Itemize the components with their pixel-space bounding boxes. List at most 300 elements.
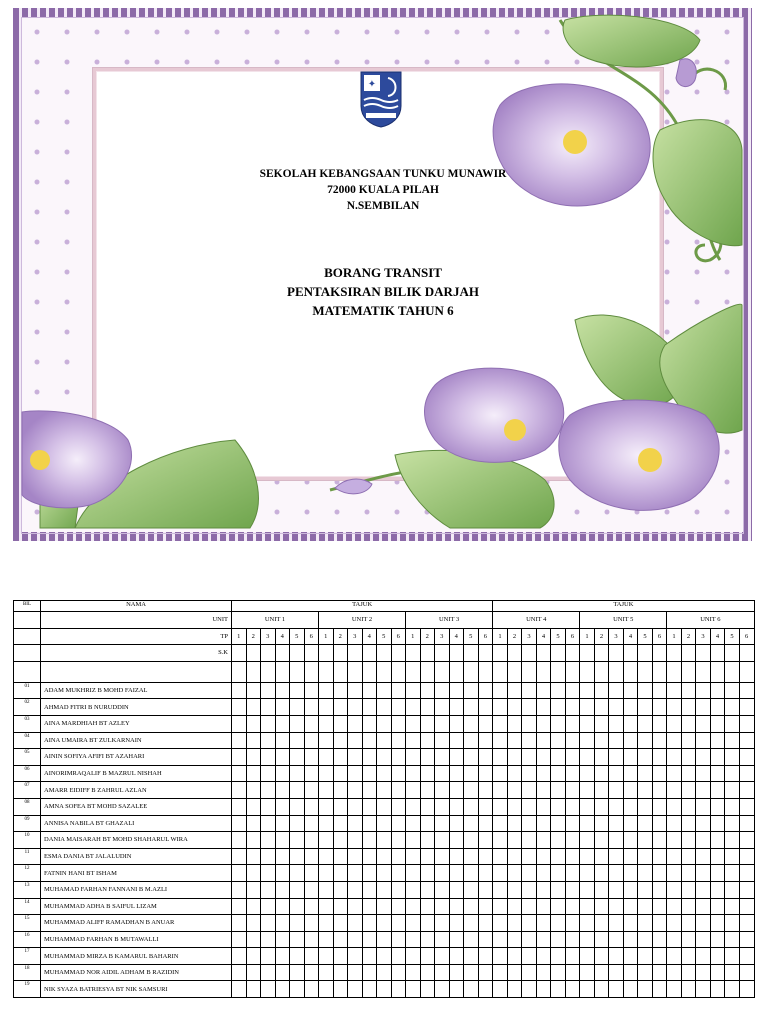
score-cell — [377, 964, 392, 981]
score-cell — [493, 931, 508, 948]
score-cell — [319, 682, 334, 699]
score-cell — [551, 798, 566, 815]
score-cell — [406, 981, 421, 998]
nama-header: NAMA — [41, 601, 232, 612]
score-cell — [406, 964, 421, 981]
score-cell — [406, 915, 421, 932]
score-cell — [493, 765, 508, 782]
score-cell — [638, 898, 653, 915]
score-cell — [623, 682, 638, 699]
score-cell — [290, 682, 305, 699]
score-cell — [348, 699, 363, 716]
score-cell — [551, 749, 566, 766]
score-cell — [696, 981, 711, 998]
score-cell — [246, 749, 261, 766]
score-cell — [522, 915, 537, 932]
score-cell — [725, 645, 740, 662]
score-cell — [464, 798, 479, 815]
score-cell — [551, 661, 566, 682]
score-cell — [681, 798, 696, 815]
score-cell — [435, 948, 450, 965]
score-cell — [493, 915, 508, 932]
score-cell — [333, 661, 348, 682]
score-cell — [565, 682, 580, 699]
score-cell — [304, 765, 319, 782]
score-cell — [435, 645, 450, 662]
score-cell — [565, 749, 580, 766]
tp-level: 3 — [261, 628, 276, 645]
score-cell — [420, 682, 435, 699]
tp-level: 5 — [290, 628, 305, 645]
student-name: AINORIMRAQALIF B MAZRUL NISHAH — [41, 765, 232, 782]
spacer-row — [14, 661, 755, 682]
score-cell — [420, 765, 435, 782]
score-cell — [290, 915, 305, 932]
score-cell — [275, 798, 290, 815]
score-cell — [623, 931, 638, 948]
score-cell — [304, 981, 319, 998]
score-cell — [522, 749, 537, 766]
score-cell — [275, 964, 290, 981]
score-cell — [638, 964, 653, 981]
score-cell — [696, 661, 711, 682]
score-cell — [681, 815, 696, 832]
score-cell — [406, 682, 421, 699]
score-cell — [739, 915, 754, 932]
score-cell — [609, 732, 624, 749]
header-row-unit — [14, 612, 755, 629]
score-cell — [696, 715, 711, 732]
score-cell — [464, 715, 479, 732]
score-cell — [449, 898, 464, 915]
school-postcode-city: 72000 KUALA PILAH — [327, 184, 439, 196]
score-cell — [739, 782, 754, 799]
tp-level: 5 — [725, 628, 740, 645]
score-cell — [478, 765, 493, 782]
score-cell — [261, 964, 276, 981]
score-cell — [391, 732, 406, 749]
score-cell — [304, 815, 319, 832]
score-cell — [696, 881, 711, 898]
score-cell — [652, 782, 667, 799]
score-cell — [449, 732, 464, 749]
score-cell — [290, 815, 305, 832]
tp-level: 2 — [594, 628, 609, 645]
score-cell — [739, 815, 754, 832]
school-crest-icon — [358, 70, 404, 128]
score-cell — [667, 732, 682, 749]
score-cell — [391, 931, 406, 948]
student-number: 10 — [14, 832, 41, 849]
score-cell — [290, 798, 305, 815]
score-cell — [420, 848, 435, 865]
score-cell — [609, 815, 624, 832]
score-cell — [739, 931, 754, 948]
student-number: 09 — [14, 815, 41, 832]
score-cell — [681, 782, 696, 799]
score-cell — [522, 964, 537, 981]
score-cell — [696, 682, 711, 699]
score-cell — [652, 749, 667, 766]
score-cell — [304, 931, 319, 948]
score-cell — [377, 931, 392, 948]
score-cell — [551, 915, 566, 932]
score-cell — [667, 915, 682, 932]
score-cell — [594, 699, 609, 716]
score-cell — [464, 931, 479, 948]
score-cell — [420, 782, 435, 799]
score-cell — [246, 832, 261, 849]
score-cell — [261, 898, 276, 915]
score-cell — [478, 898, 493, 915]
score-cell — [681, 732, 696, 749]
tp-level: 2 — [681, 628, 696, 645]
score-cell — [464, 782, 479, 799]
score-cell — [652, 798, 667, 815]
score-cell — [739, 765, 754, 782]
tp-level: 6 — [478, 628, 493, 645]
student-row — [14, 749, 755, 766]
score-cell — [435, 682, 450, 699]
score-cell — [536, 661, 551, 682]
score-cell — [507, 948, 522, 965]
score-cell — [275, 848, 290, 865]
score-cell — [667, 931, 682, 948]
score-cell — [652, 848, 667, 865]
score-cell — [319, 964, 334, 981]
score-cell — [333, 981, 348, 998]
score-cell — [507, 931, 522, 948]
score-cell — [232, 715, 247, 732]
score-cell — [638, 798, 653, 815]
score-cell — [319, 865, 334, 882]
score-cell — [246, 815, 261, 832]
score-cell — [420, 981, 435, 998]
unit-header: UNIT 1 — [232, 612, 319, 629]
score-cell — [333, 848, 348, 865]
score-cell — [348, 715, 363, 732]
student-number: 12 — [14, 865, 41, 882]
score-cell — [449, 881, 464, 898]
score-cell — [652, 815, 667, 832]
score-cell — [391, 964, 406, 981]
score-cell — [696, 699, 711, 716]
score-cell — [667, 981, 682, 998]
score-cell — [435, 898, 450, 915]
score-cell — [319, 832, 334, 849]
score-cell — [449, 645, 464, 662]
score-cell — [710, 948, 725, 965]
score-cell — [580, 815, 595, 832]
score-cell — [652, 682, 667, 699]
score-cell — [667, 682, 682, 699]
tp-level: 1 — [667, 628, 682, 645]
header-row-tp — [14, 628, 755, 645]
tp-level: 4 — [536, 628, 551, 645]
score-cell — [623, 661, 638, 682]
score-cell — [667, 798, 682, 815]
score-cell — [565, 798, 580, 815]
score-cell — [406, 865, 421, 882]
tp-level: 5 — [377, 628, 392, 645]
score-cell — [522, 661, 537, 682]
score-cell — [333, 964, 348, 981]
score-cell — [304, 948, 319, 965]
score-cell — [406, 815, 421, 832]
score-cell — [580, 981, 595, 998]
score-cell — [333, 782, 348, 799]
score-cell — [319, 699, 334, 716]
score-cell — [435, 981, 450, 998]
score-cell — [594, 948, 609, 965]
score-cell — [406, 699, 421, 716]
score-cell — [449, 749, 464, 766]
score-cell — [551, 645, 566, 662]
score-cell — [261, 715, 276, 732]
score-cell — [710, 881, 725, 898]
score-cell — [232, 981, 247, 998]
score-cell — [667, 848, 682, 865]
score-cell — [710, 848, 725, 865]
score-cell — [667, 699, 682, 716]
score-cell — [681, 765, 696, 782]
score-cell — [435, 715, 450, 732]
score-cell — [290, 645, 305, 662]
sk-label: S.K — [41, 645, 232, 662]
score-cell — [246, 782, 261, 799]
student-number: 01 — [14, 682, 41, 699]
student-row — [14, 915, 755, 932]
score-cell — [507, 865, 522, 882]
score-cell — [522, 782, 537, 799]
score-cell — [652, 661, 667, 682]
score-cell — [449, 981, 464, 998]
score-cell — [710, 798, 725, 815]
score-cell — [304, 798, 319, 815]
score-cell — [333, 865, 348, 882]
score-cell — [739, 865, 754, 882]
score-cell — [710, 749, 725, 766]
score-cell — [232, 964, 247, 981]
score-cell — [609, 645, 624, 662]
score-cell — [377, 732, 392, 749]
score-cell — [652, 699, 667, 716]
score-cell — [406, 881, 421, 898]
score-cell — [420, 749, 435, 766]
score-cell — [638, 732, 653, 749]
score-cell — [232, 749, 247, 766]
score-cell — [304, 964, 319, 981]
score-cell — [435, 915, 450, 932]
score-cell — [377, 948, 392, 965]
score-cell — [362, 898, 377, 915]
score-cell — [696, 865, 711, 882]
score-cell — [739, 798, 754, 815]
score-cell — [710, 782, 725, 799]
score-cell — [348, 798, 363, 815]
score-cell — [391, 682, 406, 699]
score-cell — [536, 782, 551, 799]
score-cell — [377, 798, 392, 815]
score-cell — [522, 948, 537, 965]
tp-level: 1 — [232, 628, 247, 645]
svg-text:✦: ✦ — [367, 79, 377, 90]
score-cell — [464, 981, 479, 998]
score-cell — [478, 865, 493, 882]
score-cell — [391, 948, 406, 965]
score-cell — [667, 661, 682, 682]
score-cell — [391, 981, 406, 998]
score-cell — [333, 732, 348, 749]
score-cell — [478, 699, 493, 716]
score-cell — [261, 865, 276, 882]
score-cell — [391, 715, 406, 732]
score-cell — [333, 815, 348, 832]
score-cell — [319, 881, 334, 898]
score-cell — [580, 732, 595, 749]
score-cell — [725, 815, 740, 832]
score-cell — [391, 865, 406, 882]
score-cell — [536, 931, 551, 948]
score-cell — [638, 865, 653, 882]
score-cell — [391, 898, 406, 915]
score-cell — [522, 931, 537, 948]
score-cell — [478, 931, 493, 948]
score-cell — [725, 964, 740, 981]
score-cell — [551, 832, 566, 849]
student-number: 04 — [14, 732, 41, 749]
title-line-3: MATEMATIK TAHUN 6 — [312, 303, 454, 318]
score-cell — [710, 715, 725, 732]
score-cell — [290, 732, 305, 749]
score-cell — [319, 782, 334, 799]
tp-level: 3 — [522, 628, 537, 645]
score-cell — [681, 898, 696, 915]
score-cell — [739, 964, 754, 981]
score-cell — [609, 682, 624, 699]
score-cell — [623, 732, 638, 749]
score-cell — [696, 645, 711, 662]
score-cell — [246, 931, 261, 948]
score-cell — [275, 931, 290, 948]
score-cell — [362, 749, 377, 766]
score-cell — [493, 645, 508, 662]
score-cell — [246, 865, 261, 882]
score-cell — [507, 815, 522, 832]
bil-blank — [14, 661, 41, 682]
score-cell — [565, 732, 580, 749]
tp-level: 4 — [449, 628, 464, 645]
score-cell — [507, 732, 522, 749]
score-cell — [406, 798, 421, 815]
score-cell — [493, 782, 508, 799]
student-row — [14, 881, 755, 898]
score-cell — [246, 881, 261, 898]
score-cell — [507, 881, 522, 898]
score-cell — [290, 848, 305, 865]
score-cell — [246, 981, 261, 998]
score-cell — [464, 661, 479, 682]
score-cell — [696, 898, 711, 915]
score-cell — [565, 931, 580, 948]
score-cell — [652, 964, 667, 981]
score-cell — [710, 915, 725, 932]
score-cell — [710, 964, 725, 981]
score-cell — [536, 848, 551, 865]
score-cell — [609, 865, 624, 882]
score-cell — [551, 931, 566, 948]
unit-header: UNIT 4 — [493, 612, 580, 629]
score-cell — [377, 981, 392, 998]
score-cell — [377, 898, 392, 915]
score-cell — [594, 981, 609, 998]
score-cell — [580, 782, 595, 799]
unit-header: UNIT 2 — [319, 612, 406, 629]
score-cell — [638, 815, 653, 832]
name-blank — [41, 661, 232, 682]
score-cell — [246, 661, 261, 682]
tp-level: 5 — [464, 628, 479, 645]
score-cell — [696, 915, 711, 932]
score-cell — [580, 848, 595, 865]
score-cell — [710, 815, 725, 832]
student-row — [14, 798, 755, 815]
score-cell — [348, 682, 363, 699]
score-cell — [333, 832, 348, 849]
score-cell — [348, 832, 363, 849]
bil-blank — [14, 628, 41, 645]
score-cell — [478, 645, 493, 662]
score-cell — [478, 981, 493, 998]
score-cell — [725, 848, 740, 865]
score-cell — [435, 832, 450, 849]
score-cell — [652, 915, 667, 932]
score-cell — [725, 832, 740, 849]
tp-level: 1 — [580, 628, 595, 645]
score-cell — [696, 931, 711, 948]
score-cell — [681, 881, 696, 898]
score-cell — [565, 865, 580, 882]
score-cell — [609, 964, 624, 981]
score-cell — [565, 848, 580, 865]
score-cell — [493, 661, 508, 682]
score-cell — [362, 948, 377, 965]
school-info — [200, 166, 566, 214]
score-cell — [478, 964, 493, 981]
score-cell — [420, 865, 435, 882]
score-cell — [362, 964, 377, 981]
score-cell — [739, 898, 754, 915]
score-cell — [333, 765, 348, 782]
score-cell — [725, 749, 740, 766]
score-cell — [696, 749, 711, 766]
score-cell — [275, 881, 290, 898]
score-cell — [391, 815, 406, 832]
score-cell — [507, 915, 522, 932]
score-cell — [246, 848, 261, 865]
score-cell — [710, 981, 725, 998]
score-cell — [246, 898, 261, 915]
score-cell — [319, 732, 334, 749]
score-cell — [652, 981, 667, 998]
score-cell — [725, 699, 740, 716]
score-cell — [580, 898, 595, 915]
score-cell — [551, 898, 566, 915]
tp-level: 2 — [507, 628, 522, 645]
score-cell — [290, 765, 305, 782]
student-name: DANIA MAISARAH BT MOHD SHAHARUL WIRA — [41, 832, 232, 849]
score-cell — [638, 832, 653, 849]
